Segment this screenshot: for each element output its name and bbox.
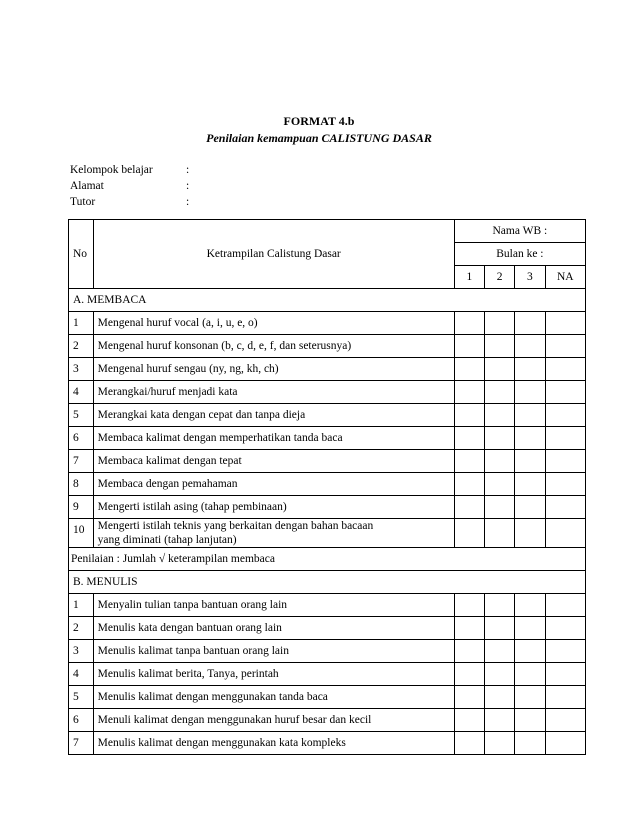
table-row <box>69 381 586 404</box>
row-skill: Mengenal huruf konsonan (b, c, d, e, f, dan seterusnya) <box>93 335 454 358</box>
score-cell[interactable] <box>515 663 545 686</box>
score-cell[interactable] <box>485 663 515 686</box>
score-cell[interactable] <box>515 450 545 473</box>
row-skill <box>93 519 454 548</box>
score-cell[interactable] <box>545 496 585 519</box>
table-row <box>69 617 586 640</box>
meta-label: Tutor <box>70 196 96 208</box>
row-skill: Menuli kalimat dengan menggunakan huruf besar dan kecil <box>93 709 454 732</box>
score-cell[interactable] <box>545 335 585 358</box>
penilaian-row <box>69 548 586 571</box>
score-cell[interactable] <box>545 381 585 404</box>
row-no: 5 <box>69 686 94 709</box>
table-row <box>69 473 586 496</box>
row-no: 7 <box>69 732 94 755</box>
score-cell[interactable] <box>515 358 545 381</box>
score-cell[interactable] <box>454 594 484 617</box>
header-row-1 <box>69 220 586 243</box>
score-cell[interactable] <box>515 709 545 732</box>
month-na-header: NA <box>545 266 585 289</box>
score-cell[interactable] <box>515 404 545 427</box>
format-code: FORMAT 4.b <box>283 114 355 128</box>
score-cell[interactable] <box>454 732 484 755</box>
score-cell[interactable] <box>545 473 585 496</box>
score-cell[interactable] <box>454 450 484 473</box>
score-cell[interactable] <box>515 473 545 496</box>
score-cell[interactable] <box>454 519 484 548</box>
score-cell[interactable] <box>485 709 515 732</box>
meta-label: Alamat <box>70 180 104 192</box>
score-cell[interactable] <box>454 686 484 709</box>
score-cell[interactable] <box>515 732 545 755</box>
table-row <box>69 404 586 427</box>
row-skill: Menulis kalimat berita, Tanya, perintah <box>93 663 454 686</box>
score-cell[interactable] <box>485 496 515 519</box>
table-row <box>69 335 586 358</box>
score-cell[interactable] <box>515 640 545 663</box>
score-cell[interactable] <box>485 617 515 640</box>
table-row <box>69 519 586 548</box>
score-cell[interactable] <box>454 312 484 335</box>
meta-alamat <box>70 178 270 194</box>
score-cell[interactable] <box>485 519 515 548</box>
score-cell[interactable] <box>485 381 515 404</box>
row-skill: Menulis kata dengan bantuan orang lain <box>93 617 454 640</box>
score-cell[interactable] <box>545 427 585 450</box>
row-no: 3 <box>69 640 94 663</box>
score-cell[interactable] <box>454 381 484 404</box>
row-no: 1 <box>69 312 94 335</box>
score-cell[interactable] <box>545 519 585 548</box>
score-cell[interactable] <box>454 427 484 450</box>
score-cell[interactable] <box>545 640 585 663</box>
score-cell[interactable] <box>485 404 515 427</box>
table-row <box>69 496 586 519</box>
row-no: 10 <box>69 519 94 548</box>
section-membaca: A. MEMBACA <box>69 289 586 312</box>
score-cell[interactable] <box>515 381 545 404</box>
score-cell[interactable] <box>485 358 515 381</box>
table-row <box>69 427 586 450</box>
row-no: 9 <box>69 496 94 519</box>
row-skill: Membaca dengan pemahaman <box>93 473 454 496</box>
score-cell[interactable] <box>545 709 585 732</box>
table-row <box>69 686 586 709</box>
score-cell[interactable] <box>454 663 484 686</box>
score-cell[interactable] <box>485 473 515 496</box>
month-2-header: 2 <box>485 266 515 289</box>
row-skill: Merangkai/huruf menjadi kata <box>93 381 454 404</box>
meta-label: Kelompok belajar <box>70 164 153 176</box>
score-cell[interactable] <box>545 312 585 335</box>
score-cell[interactable] <box>454 358 484 381</box>
table-row <box>69 663 586 686</box>
document-title: Penilaian kemampuan CALISTUNG DASAR <box>206 131 432 145</box>
score-cell[interactable] <box>485 335 515 358</box>
meta-block <box>70 162 270 210</box>
row-skill: Mengenal huruf sengau (ny, ng, kh, ch) <box>93 358 454 381</box>
col-no-header: No <box>69 220 94 289</box>
score-cell[interactable] <box>454 617 484 640</box>
month-1-header: 1 <box>454 266 484 289</box>
score-cell[interactable] <box>485 686 515 709</box>
table-row <box>69 358 586 381</box>
score-cell[interactable] <box>485 640 515 663</box>
row-skill: Menulis kalimat tanpa bantuan orang lain <box>93 640 454 663</box>
score-cell[interactable] <box>545 617 585 640</box>
row-no: 7 <box>69 450 94 473</box>
score-cell[interactable] <box>454 496 484 519</box>
nama-wb-header: Nama WB : <box>454 220 585 243</box>
row-skill-line2: yang diminati (tahap lanjutan) <box>97 534 237 546</box>
row-skill: Menulis kalimat dengan menggunakan tanda baca <box>93 686 454 709</box>
score-cell[interactable] <box>454 473 484 496</box>
row-skill: Menulis kalimat dengan menggunakan kata kompleks <box>93 732 454 755</box>
score-cell[interactable] <box>515 686 545 709</box>
score-cell[interactable] <box>454 335 484 358</box>
score-cell[interactable] <box>515 335 545 358</box>
score-cell[interactable] <box>485 427 515 450</box>
table-row <box>69 709 586 732</box>
meta-colon: : <box>186 164 190 176</box>
table-row <box>69 732 586 755</box>
score-cell[interactable] <box>515 617 545 640</box>
section-menulis: B. MENULIS <box>69 571 586 594</box>
score-cell[interactable] <box>545 450 585 473</box>
row-skill: Merangkai kata dengan cepat dan tanpa dieja <box>93 404 454 427</box>
month-3-header: 3 <box>515 266 545 289</box>
col-skill-header: Ketrampilan Calistung Dasar <box>93 220 454 289</box>
row-no: 2 <box>69 617 94 640</box>
score-cell[interactable] <box>545 663 585 686</box>
score-cell[interactable] <box>545 732 585 755</box>
table-row <box>69 450 586 473</box>
section-a-row <box>69 289 586 312</box>
row-no: 4 <box>69 663 94 686</box>
meta-colon: : <box>186 196 190 208</box>
score-cell[interactable] <box>515 496 545 519</box>
score-cell[interactable] <box>545 594 585 617</box>
row-skill: Menyalin tulian tanpa bantuan orang lain <box>93 594 454 617</box>
bulan-ke-header: Bulan ke : <box>454 243 585 266</box>
score-cell[interactable] <box>454 640 484 663</box>
row-skill: Membaca kalimat dengan memperhatikan tanda baca <box>93 427 454 450</box>
row-skill: Membaca kalimat dengan tepat <box>93 450 454 473</box>
score-cell[interactable] <box>515 312 545 335</box>
row-skill-line1: Mengerti istilah teknis yang berkaitan dengan bahan bacaan <box>97 520 374 532</box>
meta-tutor <box>70 194 270 210</box>
score-cell[interactable] <box>515 519 545 548</box>
row-no: 2 <box>69 335 94 358</box>
score-cell[interactable] <box>485 312 515 335</box>
score-cell[interactable] <box>485 732 515 755</box>
row-no: 1 <box>69 594 94 617</box>
table-row <box>69 594 586 617</box>
row-no: 4 <box>69 381 94 404</box>
penilaian-label: Penilaian : Jumlah √ keterampilan membaca <box>69 548 586 571</box>
table-row <box>69 312 586 335</box>
score-cell[interactable] <box>545 686 585 709</box>
row-skill: Mengerti istilah asing (tahap pembinaan) <box>93 496 454 519</box>
meta-kelompok <box>70 162 270 178</box>
meta-colon: : <box>186 180 190 192</box>
table-row <box>69 640 586 663</box>
row-skill: Mengenal huruf vocal (a, i, u, e, o) <box>93 312 454 335</box>
score-cell[interactable] <box>545 358 585 381</box>
score-cell[interactable] <box>545 404 585 427</box>
row-no: 3 <box>69 358 94 381</box>
row-no: 5 <box>69 404 94 427</box>
row-no: 8 <box>69 473 94 496</box>
row-no: 6 <box>69 709 94 732</box>
assessment-table <box>68 219 586 755</box>
score-cell[interactable] <box>515 594 545 617</box>
score-cell[interactable] <box>515 427 545 450</box>
row-no: 6 <box>69 427 94 450</box>
score-cell[interactable] <box>485 594 515 617</box>
score-cell[interactable] <box>454 404 484 427</box>
score-cell[interactable] <box>454 709 484 732</box>
score-cell[interactable] <box>485 450 515 473</box>
section-b-row <box>69 571 586 594</box>
